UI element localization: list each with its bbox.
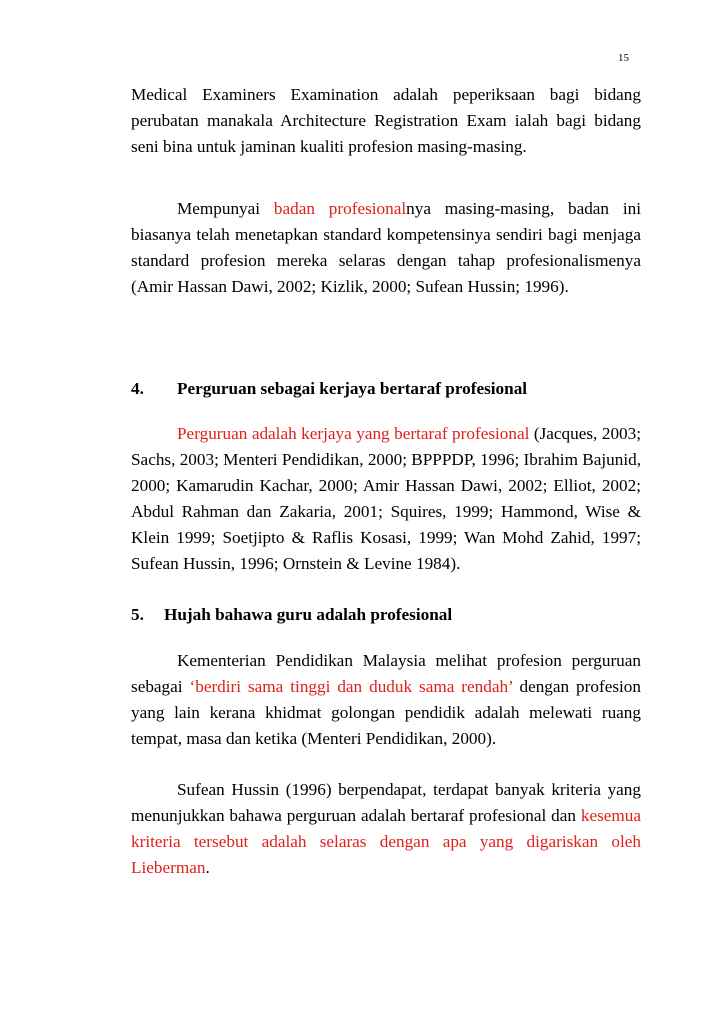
highlighted-text: badan profesional: [273, 199, 407, 218]
paragraph-teaching-career: [131, 421, 641, 577]
paragraph-exam-intro: [131, 82, 641, 160]
paragraph-text: [131, 421, 641, 577]
text-run: Kementerian Pendidikan Malaysia melihat profesion perguruan sebagai: [131, 651, 641, 696]
section-title: Hujah bahawa guru adalah profesional: [164, 605, 453, 624]
text-run: .: [205, 858, 210, 877]
page-number: 15: [618, 52, 629, 64]
text-run: dengan profesion yang lain kerana khidmat golongan pendidik adalah melewati ruang tempat, masa dan ketika (Menteri Pendidikan, 2000).: [131, 677, 641, 748]
highlighted-text: Perguruan adalah kerjaya yang bertaraf profesional: [177, 424, 530, 443]
highlighted-text: ‘berdiri sama tinggi dan duduk sama rendah’: [189, 677, 513, 696]
heading: [131, 602, 641, 628]
paragraph-professional-body: [131, 196, 641, 300]
section-heading-5: [131, 602, 641, 628]
section-heading-4: [131, 376, 641, 402]
text-run: Sufean Hussin (1996) berpendapat, terdapat banyak kriteria yang menunjukkan bahawa perguruan adalah bertaraf profesional dan: [131, 780, 641, 825]
highlighted-text: kesemua kriteria tersebut adalah selaras dengan apa yang digariskan oleh Lieberman: [131, 806, 641, 877]
text-run: nya masing-masing, badan ini biasanya telah menetapkan standard kompetensinya sendiri bagi menjaga standard profesion mereka selaras dengan tahap profesionalismenya (Amir Hassan Dawi, 2002; Kizlik, 2000; Sufean Hussin; 1996).: [131, 199, 642, 296]
paragraph-sufean-criteria: [131, 777, 641, 881]
section-number: 5.: [131, 605, 144, 624]
section-number: 4.: [131, 379, 144, 398]
paragraph-text: [131, 648, 641, 752]
section-title: Perguruan sebagai kerjaya bertaraf profesional: [177, 379, 528, 398]
paragraph-text: [131, 196, 641, 300]
text-run: Mempunyai: [177, 199, 274, 218]
text-run: (Jacques, 2003; Sachs, 2003; Menteri Pendidikan, 2000; BPPPDP, 1996; Ibrahim Bajunid, 2000; Kamarudin Kachar, 2000; Amir Hassan Dawi, 2002; Elliot, 2002; Abdul Rahman dan Zakaria, 2001; Squires, 1999; Hammond, Wise & Klein 1999; Soetjipto & Raflis Kosasi, 1999; Wan Mohd Zahid, 1997; Sufean Hussin, 1996; Ornstein & Levine 1984).: [131, 424, 642, 573]
heading: [131, 376, 641, 402]
paragraph-ministry-view: [131, 648, 641, 752]
paragraph-text: Medical Examiners Examination adalah peperiksaan bagi bidang perubatan manakala Architecture Registration Exam ialah bagi bidang seni bina untuk jaminan kualiti profesion masing-masing.: [131, 85, 641, 156]
paragraph-text: [131, 777, 641, 881]
